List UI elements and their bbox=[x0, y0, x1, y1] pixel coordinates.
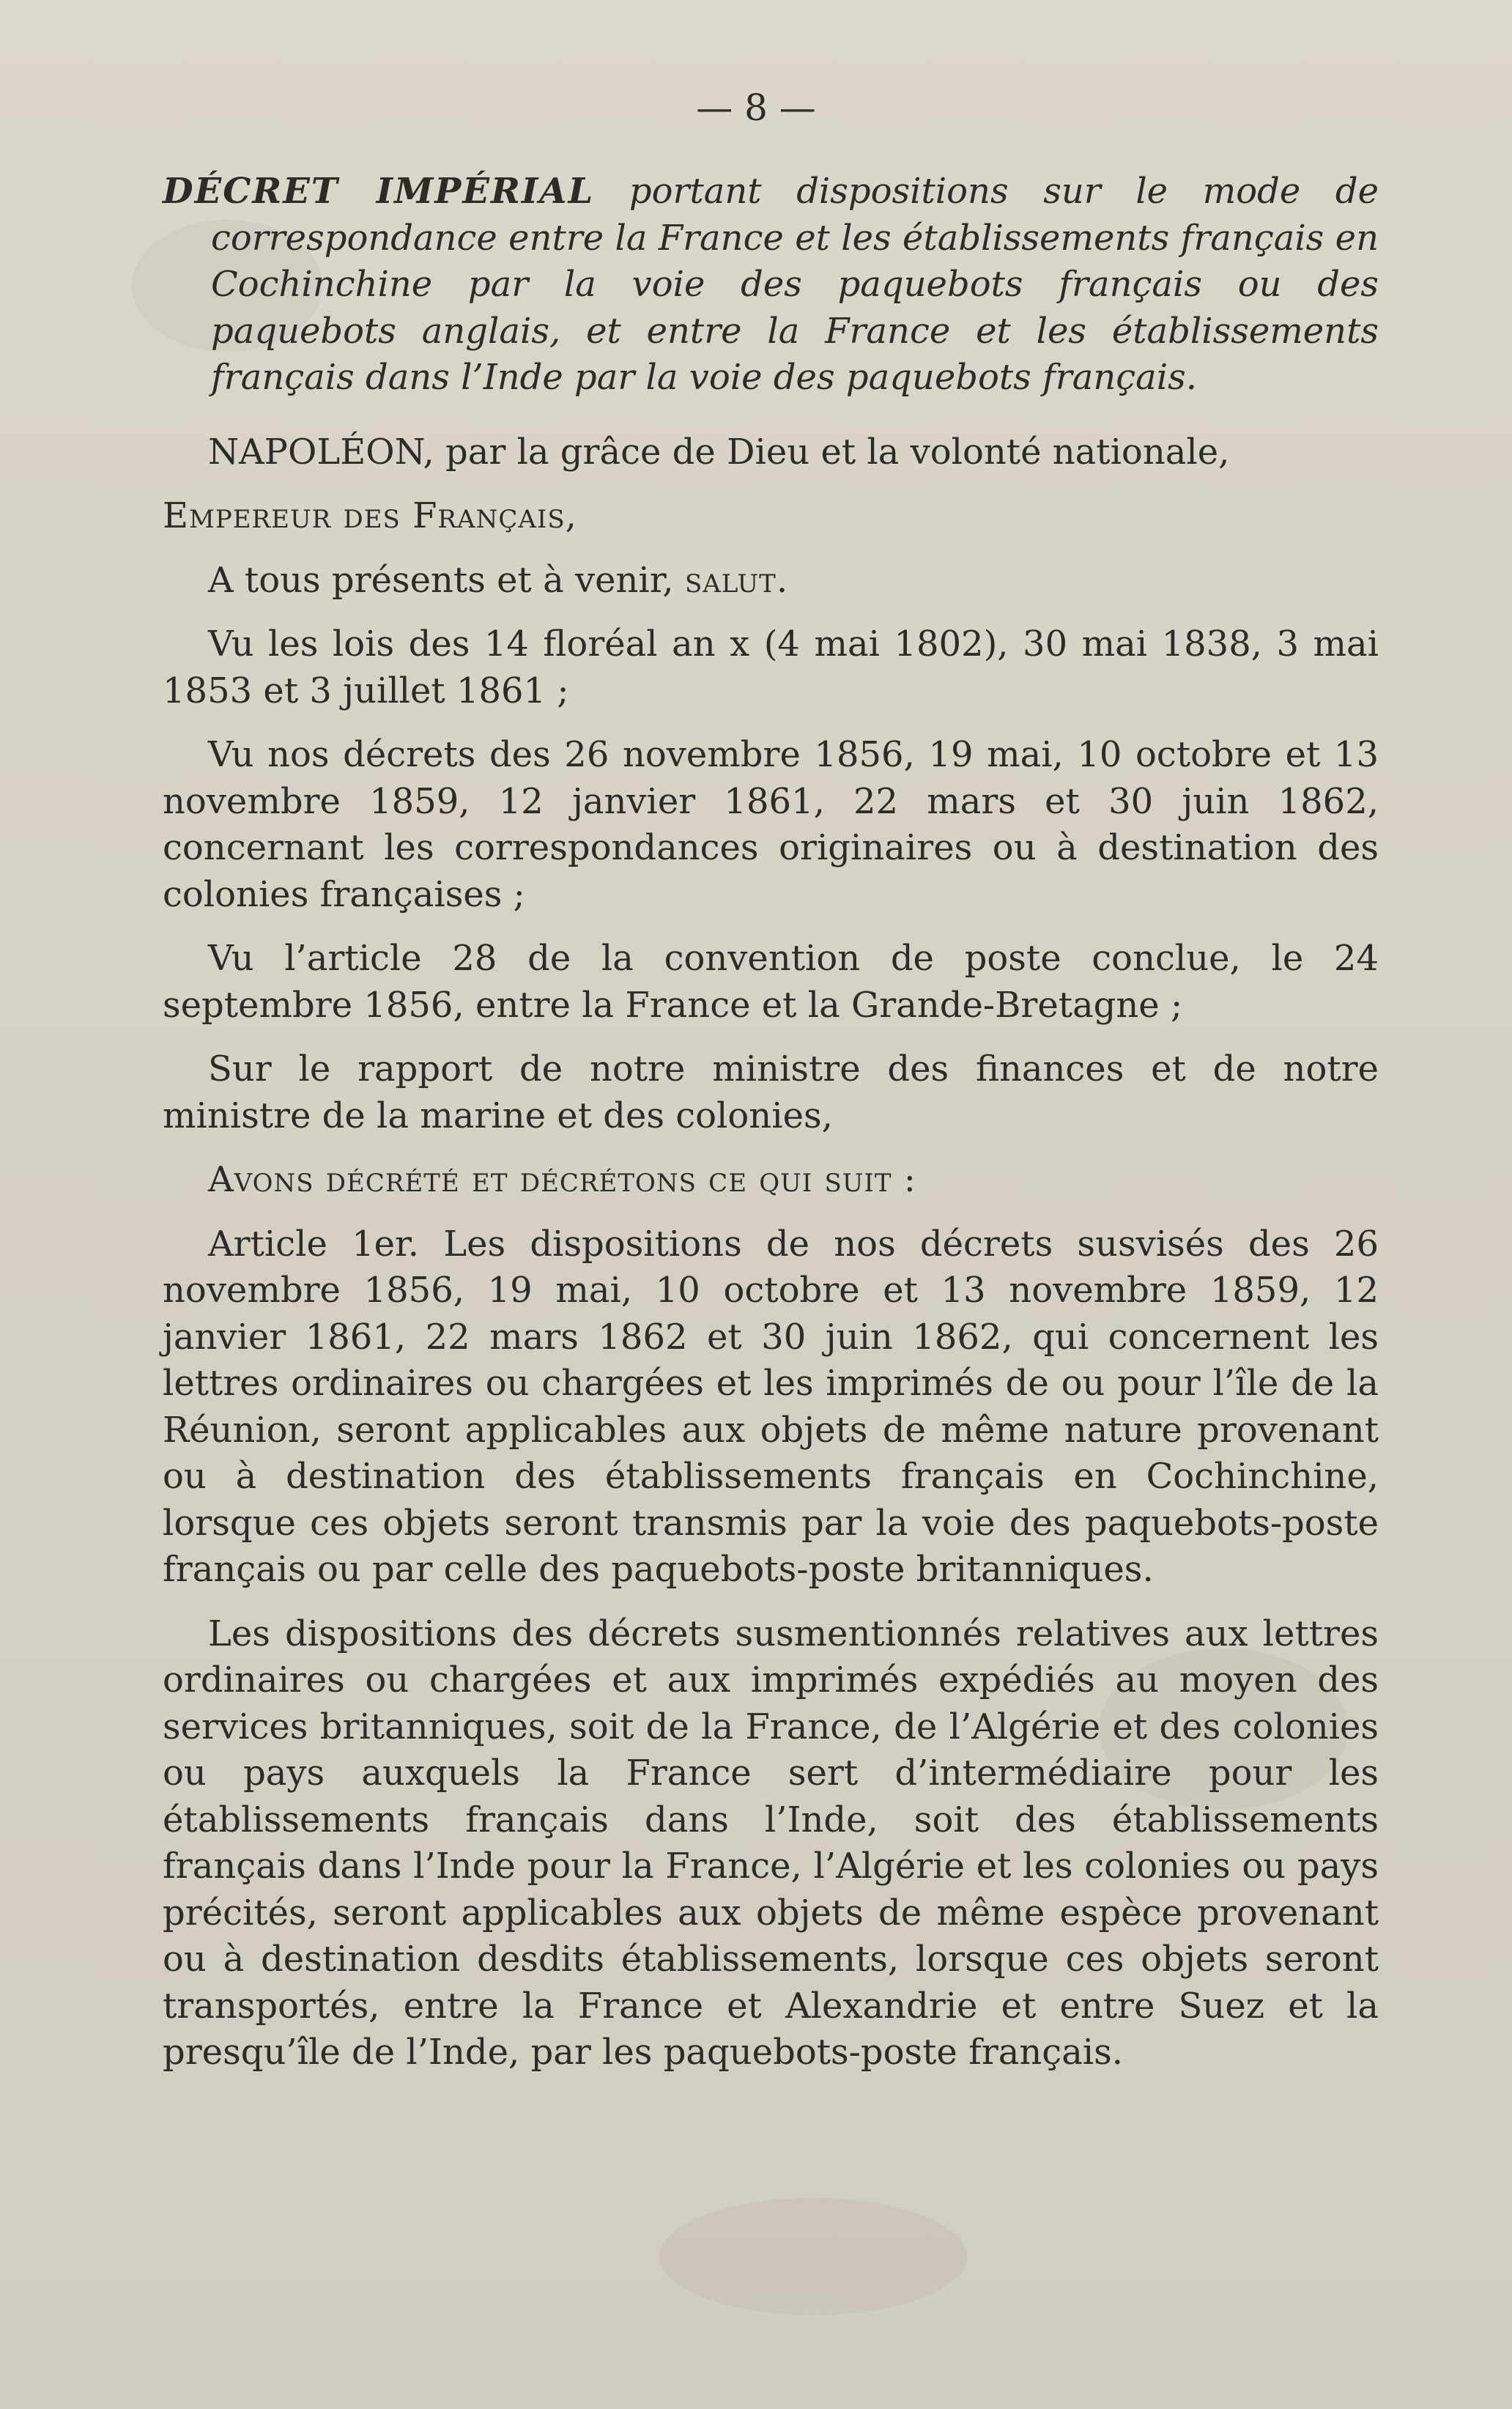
greeting-salut: salut. bbox=[684, 559, 789, 601]
greeting-lead: A tous présents et à venir, bbox=[208, 559, 685, 601]
paper-stain bbox=[659, 2198, 967, 2315]
preamble-napoleon: NAPOLÉON, par la grâce de Dieu et la volonté nationale, bbox=[208, 431, 1230, 473]
article-1-text: Les dispositions de nos décrets susvisés des 26 novembre 1856, 19 mai, 10 octobre et 13 novembre 1859, 12 janvier 1861, 22 mars 1862 et 30 juin 1862, qui concernent les lettres ordinaires ou chargées et les imprimés de ou pour l’île de la Réunion, seront applicables aux objets de même nature provenant ou à destination des établissements français en Cochinchine, lorsque ces objets seront transmis par la voie des paquebots-poste français ou par celle des paquebots-poste britanniques. bbox=[163, 1223, 1379, 1590]
decree-formula: Avons décrété et décrétons ce qui suit : bbox=[208, 1159, 916, 1200]
consideration-convention: Vu l’article 28 de la convention de poste conclue, le 24 septembre 1856, entre la France et la Grande-Bretagne ; bbox=[163, 938, 1379, 1026]
page-number: — 8 — bbox=[696, 86, 816, 129]
consideration-laws: Vu les lois des 14 floréal an x (4 mai 1802), 30 mai 1838, 3 mai 1853 et 3 juillet 1861 ; bbox=[163, 623, 1379, 711]
decree-title-rest: portant dispositions sur le mode de correspondance entre la France et les établissements français en Cochinchine par la voie des paquebots français ou des paquebots anglais, et entre la France et les établissements français dans l’Inde par la voie des paquebots français. bbox=[211, 171, 1379, 398]
consideration-decrees: Vu nos décrets des 26 novembre 1856, 19 mai, 10 octobre et 13 novembre 1859, 12 janvier 1861, 22 mars et 30 juin 1862, concernant les correspondances originaires ou à destination des colonies françaises ; bbox=[163, 734, 1379, 915]
article-1-label: Article 1er. bbox=[208, 1223, 419, 1265]
decree-title bbox=[163, 169, 1379, 402]
consideration-report: Sur le rapport de notre ministre des finances et de notre ministre de la marine et des colonies, bbox=[163, 1048, 1379, 1136]
preamble-emperor: Empereur des Français, bbox=[163, 495, 577, 536]
decree-text bbox=[163, 169, 1379, 2094]
preamble-greeting bbox=[163, 558, 1379, 604]
decree-title-lead: DÉCRET IMPÉRIAL bbox=[163, 171, 595, 212]
article-1 bbox=[163, 1221, 1379, 1594]
article-1-paragraph-2: Les dispositions des décrets susmentionnés relatives aux lettres ordinaires ou chargées et aux imprimés expédiés au moyen des services britanniques, soit de la France, de l’Algérie et des colonies ou pays auxquels la France sert d’intermédiaire pour les établissements français dans l’Inde, soit des établissements français dans l’Inde pour la France, l’Algérie et les colonies ou pays précités, seront applicables aux objets de même espèce provenant ou à destination desdits établissements, lorsque ces objets seront transportés, entre la France et Alexandrie et entre Suez et la presqu’île de l’Inde, par les paquebots-poste français. bbox=[163, 1613, 1379, 2073]
